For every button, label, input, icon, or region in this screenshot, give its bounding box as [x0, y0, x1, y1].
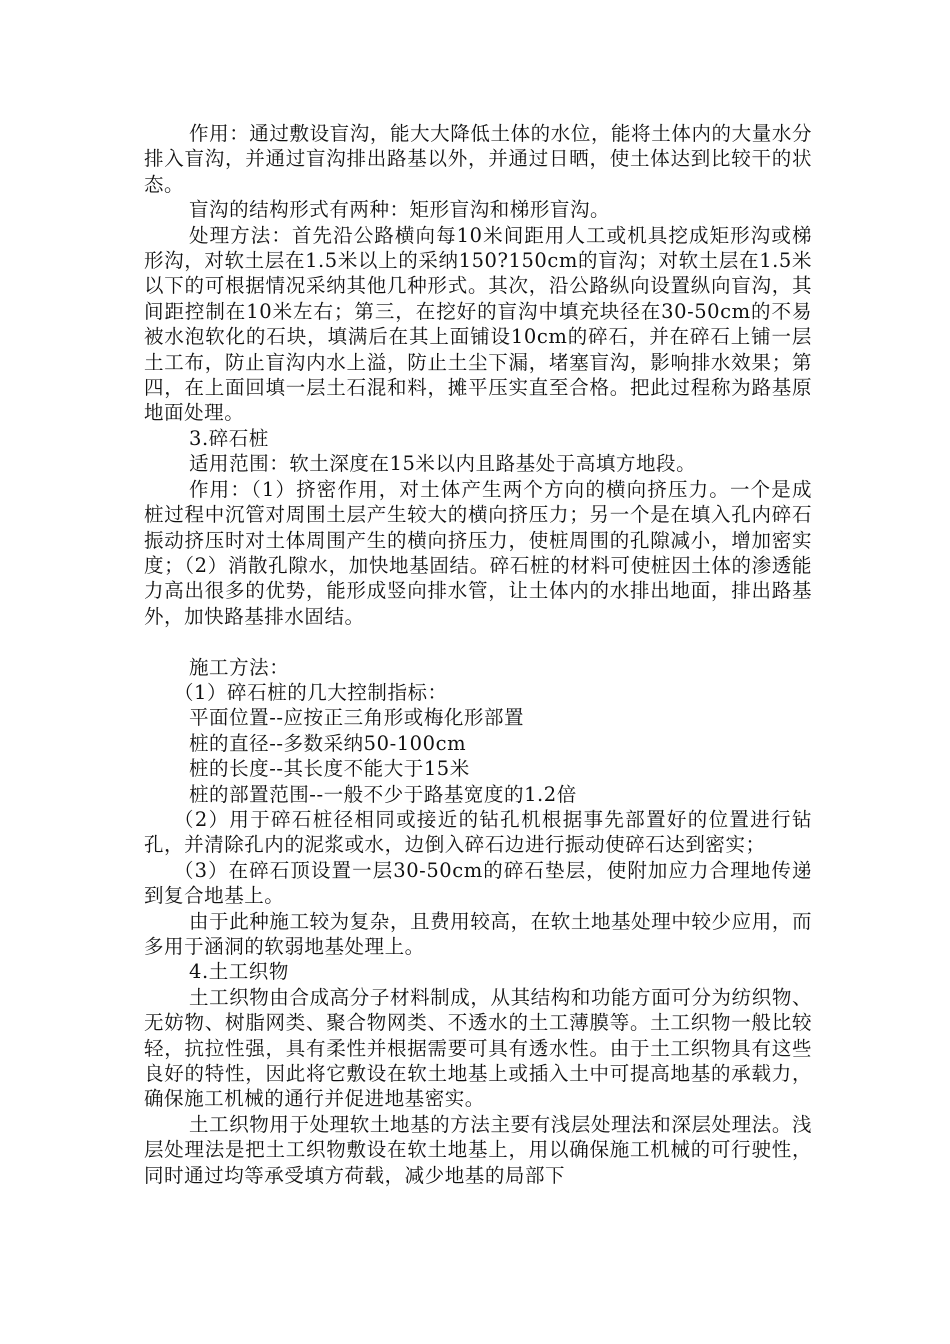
paragraph-construction-method: 施工方法： [189, 655, 290, 679]
list-item-pile-length: 桩的长度--其长度不能大于15米 [189, 757, 470, 781]
paragraph-blind-ditch-function: 作用：通过敷设盲沟，能大大降低土体的水位，能将土体内的大量水分排入盲沟，并通过盲沟排出路基以外，并通过日晒，使土体达到比较干的状态。 [144, 122, 812, 196]
paragraph-geotextile-methods: 土工织物用于处理软土地基的方法主要有浅层处理法和深层处理法。浅层处理法是把土工织物敷设在软土地基上，用以确保施工机械的可行驶性，同时通过均等承受填方荷载，减少地基的局部下 [144, 1112, 812, 1187]
list-item-pile-diameter: 桩的直径--多数采纳50-100cm [189, 731, 467, 755]
paragraph-scope: 适用范围：软土深度在15米以内且路基处于高填方地段。 [189, 452, 697, 476]
paragraph-gravel-pile-function: 作用：（1）挤密作用，对土体产生两个方向的横向挤压力。一个是成桩过程中沉管对周围土层产生较大的横向挤压力；另一个是在填入孔内碎石振动挤压时对土体周围产生的横向挤压力，使桩周围的孔隙减小，增加密实度；（2）消散孔隙水，加快地基固结。碎石桩的材料可使桩因土体的渗透能力高出很多的优势，能形成竖向排水管，让土体内的水排出地面，排出路基外，加快路基排水固结。 [144, 477, 812, 628]
paragraph-cost-note: 由于此种施工较为复杂，且费用较高，在软土地基处理中较少应用，而多用于涵洞的软弱地基处理上。 [144, 909, 812, 958]
list-item-control-indicators: （1）碎石桩的几大控制指标： [174, 680, 448, 704]
document-body [144, 121, 812, 1188]
paragraph-blind-ditch-structure: 盲沟的结构形式有两种：矩形盲沟和梯形盲沟。 [189, 198, 611, 222]
paragraph-treatment-method: 处理方法：首先沿公路横向每10米间距用人工或机具挖成矩形沟或梯形沟，对软土层在1.5米以上的采纳150?150cm的盲沟；对软土层在1.5米以下的可根据情况采纳其他几种形式。其次，沿公路纵向设置纵向盲沟，其间距控制在10米左右；第三，在挖好的盲沟中填充块径在30-50cm的不易被水泡软化的石块，填满后在其上面铺设10cm的碎石，并在碎石上铺一层土工布，防止盲沟内水上溢，防止土尘下漏，堵塞盲沟，影响排水效果；第四，在上面回填一层土石混和料，摊平压实直至合格。把此过程称为路基原地面处理。 [144, 223, 812, 425]
blank-line [144, 629, 812, 654]
list-item-drilling: （2）用于碎石桩径相同或接近的钻孔机根据事先部置好的位置进行钻孔，并清除孔内的泥浆或水，边倒入碎石边进行振动使碎石达到密实； [144, 807, 812, 857]
paragraph-geotextile-description: 土工织物由合成高分子材料制成，从其结构和功能方面可分为纺织物、无妨物、树脂网类、聚合物网类、不透水的土工薄膜等。土工织物一般比较轻，抗拉性强，具有柔性并根据需要可具有透水性。由于土工织物具有这些良好的特性，因此将它敷设在软土地基上或插入土中可提高地基的承载力，确保施工机械的通行并促进地基密实。 [144, 985, 812, 1111]
list-item-cushion-layer: （3）在碎石顶设置一层30-50cm的碎石垫层，使附加应力合理地传递到复合地基上。 [144, 858, 812, 908]
section-heading-gravel-pile: 3.碎石桩 [189, 426, 269, 450]
list-item-pile-range: 桩的部置范围--一般不少于路基宽度的1.2倍 [189, 782, 577, 806]
list-item-plane-position: 平面位置--应按正三角形或梅化形部置 [189, 706, 525, 730]
section-heading-geotextile: 4.土工织物 [189, 960, 289, 984]
